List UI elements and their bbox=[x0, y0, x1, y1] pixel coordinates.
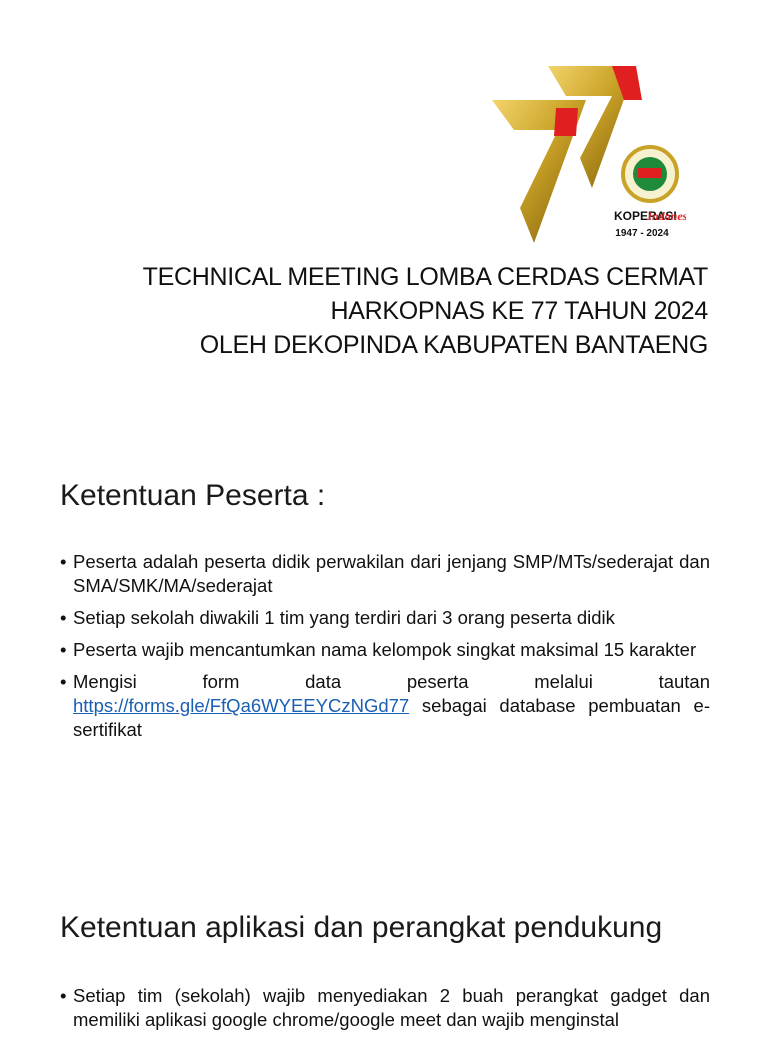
section-heading-peserta: Ketentuan Peserta : bbox=[60, 479, 326, 512]
logo-graphic bbox=[486, 58, 686, 248]
list-item-text: Setiap sekolah diwakili 1 tim yang terdiri dari 3 orang peserta didik bbox=[73, 607, 615, 628]
form-link[interactable]: https://forms.gle/FfQa6WYEEYCzNGd77 bbox=[73, 695, 410, 716]
list-item bbox=[60, 550, 710, 598]
list-item bbox=[60, 670, 710, 742]
list-item bbox=[60, 638, 710, 662]
list-item-text-post: sebagai database pembuatan e-sertifikat bbox=[73, 695, 710, 740]
list-item-text: Peserta adalah peserta didik perwakilan dari jenjang SMP/MTs/sederajat dan SMA/SMK/MA/sederajat bbox=[73, 551, 710, 596]
list-item-text: Peserta wajib mencantumkan nama kelompok singkat maksimal 15 karakter bbox=[73, 639, 697, 660]
peserta-rules-list bbox=[60, 550, 710, 750]
list-item bbox=[60, 606, 710, 630]
list-item-text: Setiap tim (sekolah) wajib menyediakan 2 buah perangkat gadget dan memiliki aplikasi google chrome/google meet dan wajib menginstal bbox=[73, 985, 710, 1030]
logo-brand-indonesia: Indone bbox=[647, 209, 683, 223]
title-line-1: TECHNICAL MEETING LOMBA CERDAS CERMAT bbox=[142, 263, 708, 291]
logo-brand-koperasi: KOPERASI bbox=[614, 209, 677, 223]
list-item-text-pre: Mengisi form data peserta melalui tautan bbox=[73, 671, 710, 692]
list-item bbox=[60, 984, 710, 1032]
section-heading-aplikasi: Ketentuan aplikasi dan perangkat pendukung bbox=[60, 911, 663, 944]
logo-years: 1947 - 2024 bbox=[615, 228, 669, 239]
red-accent-left bbox=[554, 108, 578, 136]
koperasi-77-logo bbox=[486, 58, 686, 248]
slide-title bbox=[60, 260, 708, 362]
emblem-band bbox=[638, 168, 662, 178]
title-line-2: HARKOPNAS KE 77 TAHUN 2024 bbox=[330, 297, 708, 325]
aplikasi-rules-list bbox=[60, 984, 710, 1040]
title-line-3: OLEH DEKOPINDA KABUPATEN BANTAENG bbox=[199, 331, 708, 359]
